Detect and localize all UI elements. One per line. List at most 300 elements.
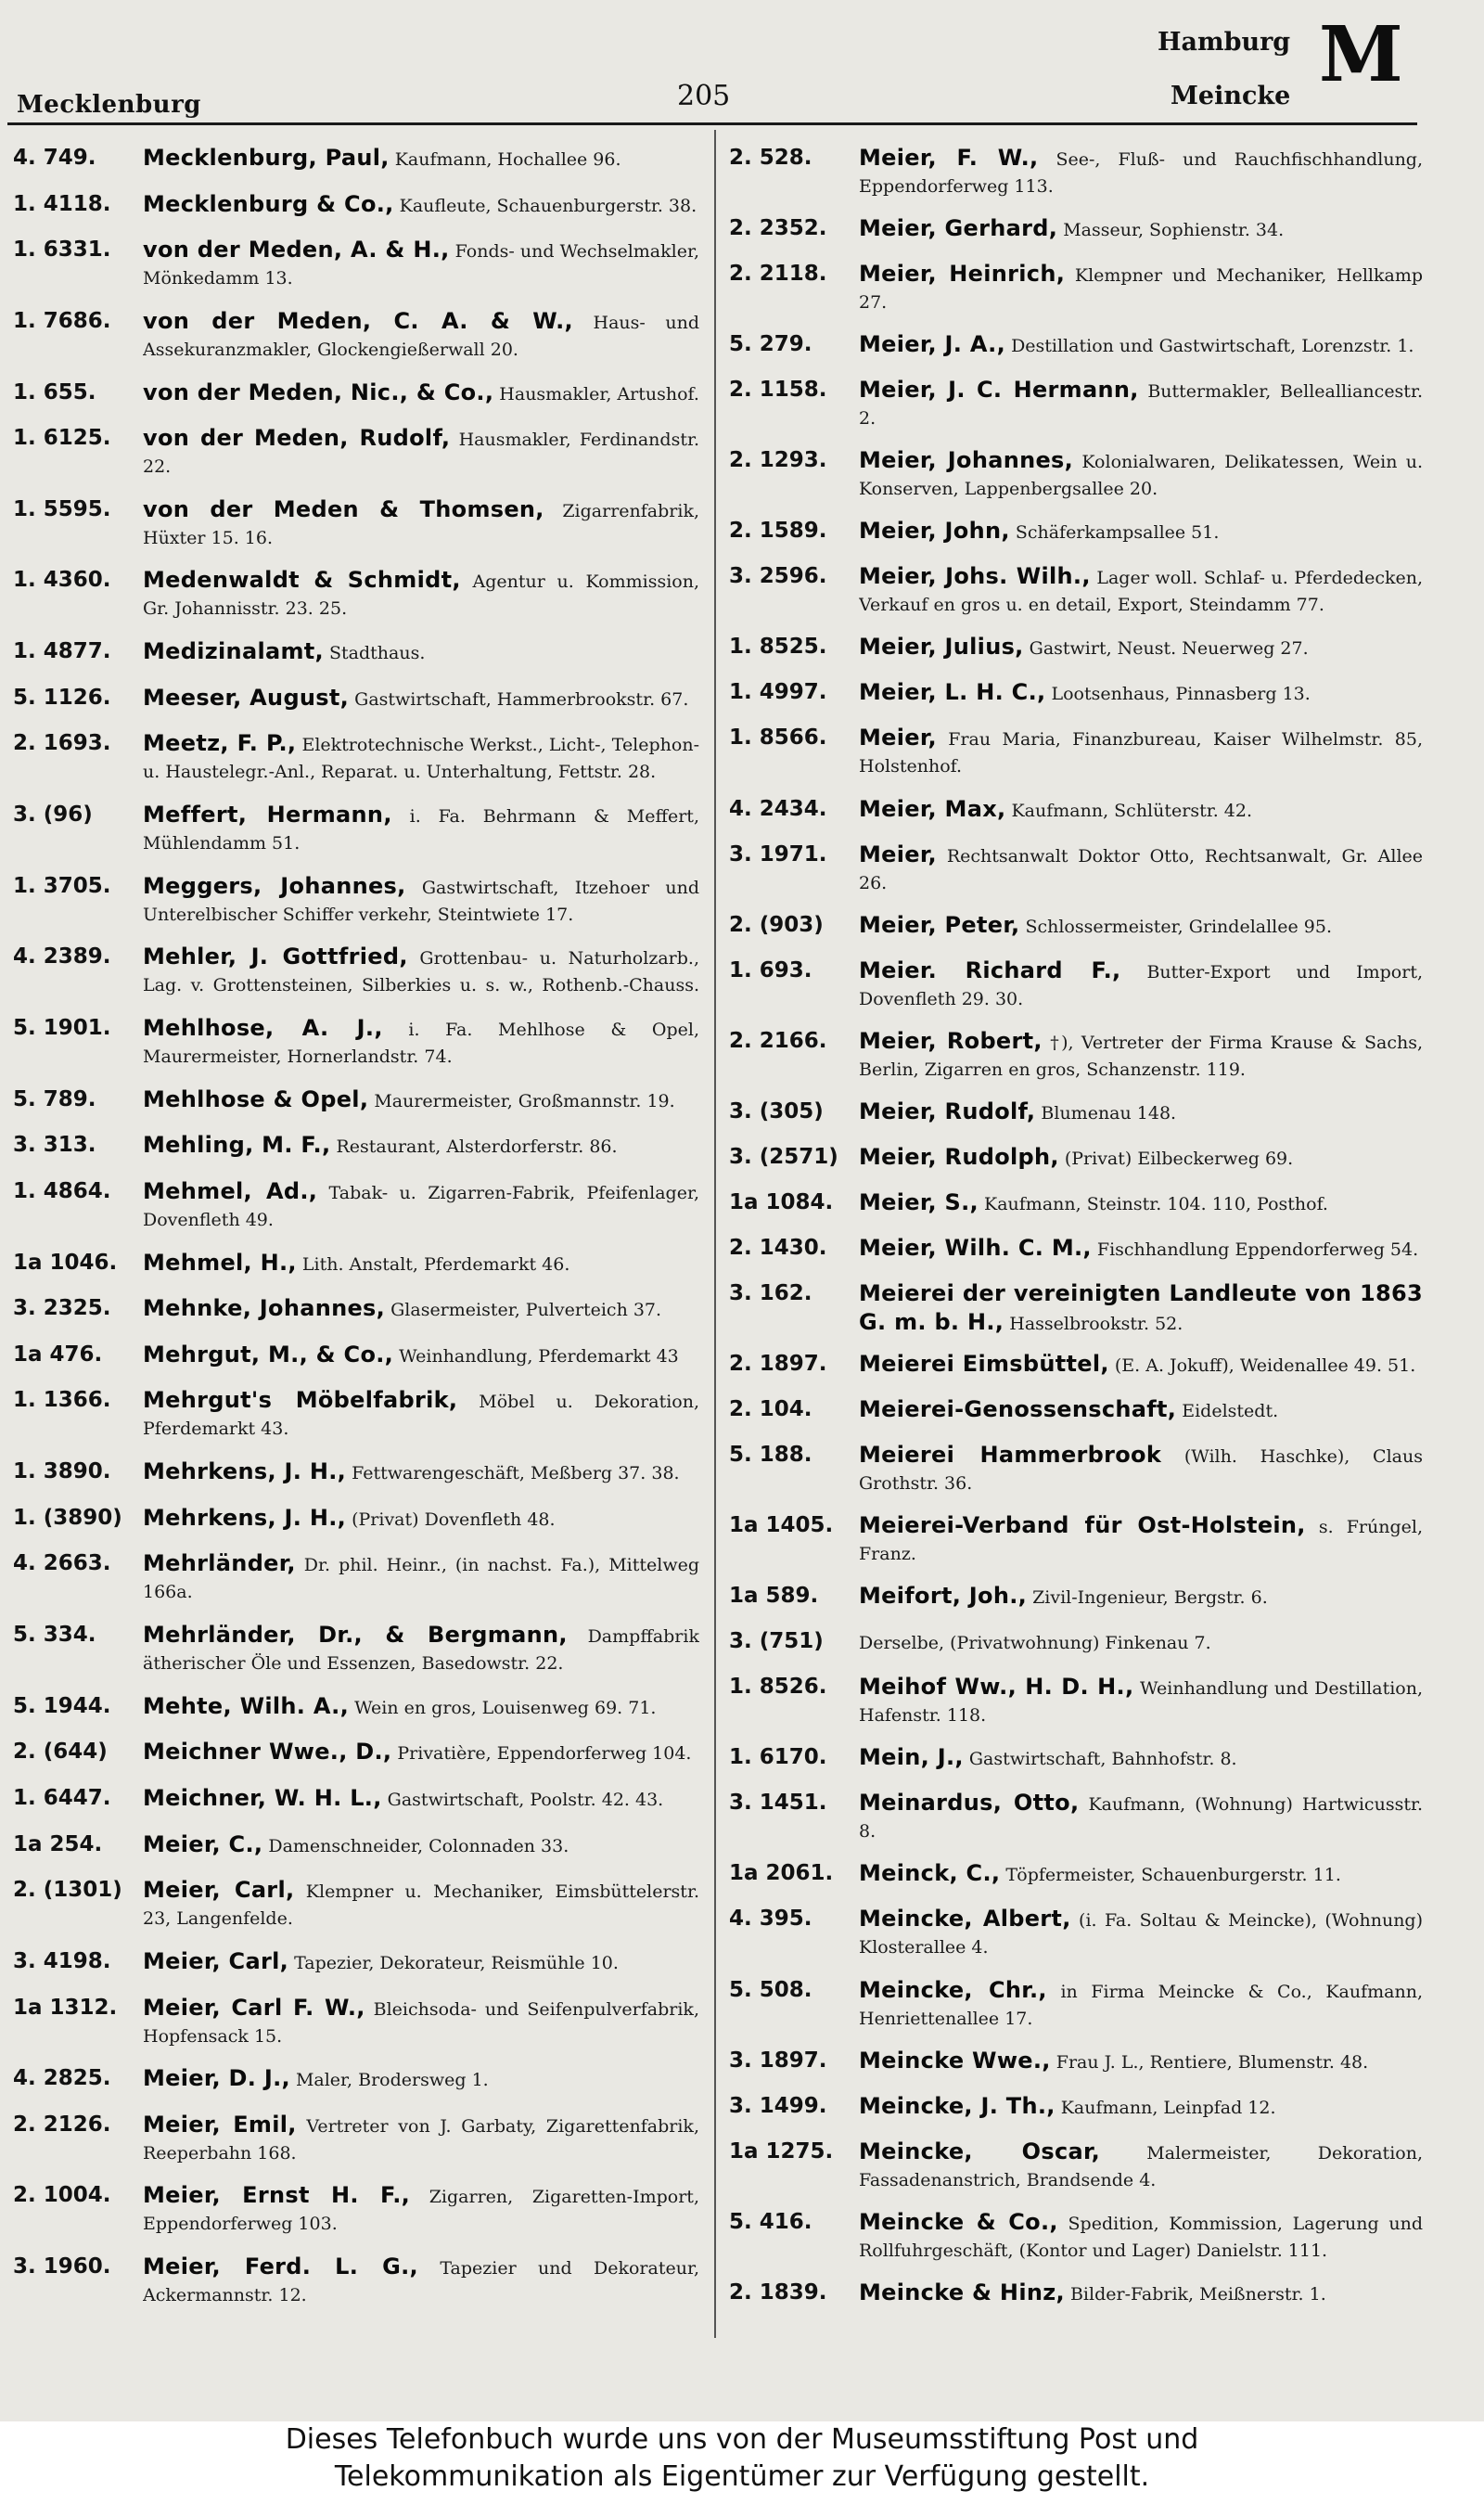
directory-entry [729, 634, 1423, 662]
directory-entry [13, 1458, 699, 1487]
phone-number: 1a 1405. [729, 1513, 834, 1538]
entry-name: Meier, S., [859, 1188, 979, 1215]
directory-entry [13, 237, 699, 290]
phone-number: 3. 2325. [13, 1296, 111, 1321]
entry-name: Meier, Johs. Wilh., [859, 563, 1091, 590]
phone-number: 1. 693. [729, 957, 812, 982]
directory-entry [13, 379, 699, 408]
entry-name: Mehling, M. F., [143, 1132, 331, 1159]
entry-details: (Privat) Dovenfleth 48. [352, 1509, 556, 1530]
footer-note [0, 2421, 1484, 2504]
entry-text [859, 1744, 1423, 1773]
phone-number: 4. 395. [729, 1907, 812, 1932]
entry-text [859, 725, 1423, 778]
entry-name: Mehrgut's Möbelfabrik, [143, 1387, 458, 1414]
entry-details: Fischhandlung Eppendorferweg 54. [1096, 1239, 1419, 1260]
entry-details: Töpfermeister, Schauenburgerstr. 11. [1005, 1865, 1341, 1886]
entry-text [143, 873, 699, 927]
directory-entry [13, 1178, 699, 1232]
entry-name: Meggers, Johannes, [143, 872, 406, 899]
entry-text [143, 2065, 699, 2094]
entry-details: Lith. Anstalt, Pferdemarkt 46. [301, 1253, 570, 1275]
entry-text [859, 1351, 1423, 1380]
entry-name: Meierei-Verband für Ost-Holstein, [859, 1512, 1306, 1539]
directory-entry [729, 912, 1423, 941]
directory-entry [729, 2209, 1423, 2263]
directory-entry [13, 1250, 699, 1278]
entry-text [143, 191, 699, 220]
entry-details: Buttermakler, Bellealliancestr. 2. [859, 381, 1423, 430]
entry-details: Maler, Brodersweg 1. [295, 2070, 489, 2091]
entry-details: (Privat) Eilbeckerweg 69. [1064, 1148, 1294, 1169]
entry-name: Meierei Hammerbrook [859, 1442, 1162, 1469]
phone-number: 4. 2434. [729, 796, 827, 821]
entry-name: Meier, Julius, [859, 634, 1024, 661]
entry-details: Frau J. L., Rentiere, Blumenstr. 48. [1055, 2051, 1369, 2073]
entry-text [859, 1674, 1423, 1727]
entry-text [143, 1550, 699, 1604]
entry-text [859, 679, 1423, 708]
directory-entry [13, 1342, 699, 1370]
directory-entry [13, 638, 699, 667]
directory-entry [13, 1622, 699, 1676]
entry-details: Masseur, Sophienstr. 34. [1063, 220, 1285, 241]
directory-entry [13, 1387, 699, 1441]
running-header-left: Mecklenburg [17, 91, 201, 119]
directory-entry [729, 1906, 1423, 1959]
entry-name: Mehrkens, J. H., [143, 1504, 347, 1531]
entry-name: Meier, Wilh. C. M., [859, 1234, 1092, 1261]
entry-details: Schlossermeister, Grindelallee 95. [1025, 916, 1332, 937]
entry-details: Gastwirt, Neust. Neuerweg 27. [1029, 638, 1309, 660]
entry-details: (Wilh. Haschke), Claus Grothstr. 36. [859, 1446, 1423, 1495]
entry-name: Mehte, Wilh. A., [143, 1692, 350, 1719]
entry-details: Tapezier, Dekorateur, Reismühle 10. [294, 1952, 619, 1973]
phone-number: 1. 655. [13, 379, 96, 404]
entry-name: Meetz, F. P., [143, 730, 297, 757]
entry-name: von der Meden, Rudolf, [143, 425, 451, 452]
entry-text [143, 1458, 699, 1487]
entry-text [859, 1977, 1423, 2031]
entry-text [859, 1280, 1423, 1334]
entry-name: Meier, Carl F. W., [143, 1994, 365, 2021]
entry-name: Mecklenburg & Co., [143, 190, 394, 217]
entry-name: Meierei der vereinigten Landleute von 1863 G. m. b. H., [859, 1279, 1423, 1334]
entry-details: Dampffabrik ätherischer Öle und Essenzen, Basedowstr. 22. [143, 1626, 699, 1675]
entry-details: Stadthaus. [329, 643, 426, 664]
phone-number: 1. 5595. [13, 496, 111, 521]
phone-number: 2. 1897. [729, 1351, 827, 1376]
entry-details: Agentur u. Kommission, Gr. Johannisstr. 23. 25. [143, 571, 699, 620]
directory-entry [13, 1505, 699, 1534]
directory-entry [13, 1877, 699, 1931]
directory-entry [729, 796, 1423, 825]
directory-entry [729, 1189, 1423, 1218]
entry-text [143, 1785, 699, 1814]
entry-text [143, 1505, 699, 1534]
phone-number: 3. (751) [729, 1629, 824, 1654]
entry-details: Hasselbrookstr. 52. [1009, 1313, 1183, 1334]
entry-details: Fettwarengeschäft, Meßberg 37. 38. [352, 1463, 680, 1484]
directory-entry [13, 1550, 699, 1604]
entry-text [859, 518, 1423, 546]
entry-details: Gastwirtschaft, Poolstr. 42. 43. [387, 1789, 664, 1810]
phone-number: 2. 2118. [729, 262, 827, 287]
directory-entry [13, 685, 699, 713]
entry-text [143, 1877, 699, 1931]
phone-number: 3. 4198. [13, 1948, 111, 1973]
phone-number: 5. 508. [729, 1977, 812, 2002]
phone-number: 1. 4864. [13, 1178, 111, 1203]
directory-entry [729, 1512, 1423, 1566]
entry-text [143, 237, 699, 290]
entry-details: Hausmakler, Artushof. [499, 383, 699, 404]
entry-details: Destillation und Gastwirtschaft, Lorenzstr. 1. [1011, 336, 1414, 357]
entry-details: i. Fa. Behrmann & Meffert, Mühlendamm 51. [143, 806, 699, 854]
entry-text [143, 1693, 699, 1722]
phone-number: 5. 188. [729, 1443, 812, 1468]
phone-number: 1. 3705. [13, 873, 111, 898]
phone-number: 2. 2352. [729, 216, 827, 241]
phone-number: 1a 1312. [13, 1995, 118, 2020]
running-header-right: Meincke [1171, 82, 1291, 110]
phone-number: 3. (96) [13, 803, 93, 828]
phone-number: 3. 1499. [729, 2093, 827, 2118]
directory-entry [13, 1995, 699, 2048]
entry-name: Medizinalamt, [143, 638, 324, 665]
entry-name: Meier, [859, 841, 937, 867]
phone-number: 1. 3890. [13, 1459, 111, 1484]
phone-number: 2. 1839. [729, 2279, 827, 2305]
directory-entry [729, 518, 1423, 546]
phone-number: 4. 2825. [13, 2066, 111, 2091]
directory-entry [729, 725, 1423, 778]
entry-name: Meincke, Albert, [859, 1906, 1071, 1933]
entry-text [143, 802, 699, 855]
directory-entry [729, 2093, 1423, 2122]
phone-number: 5. 1944. [13, 1693, 111, 1718]
entry-name: Mehnke, Johannes, [143, 1295, 386, 1322]
section-letter: M [1319, 10, 1403, 99]
directory-entry [13, 944, 699, 997]
directory-entry [13, 145, 699, 173]
phone-number: 2. (903) [729, 912, 824, 937]
entry-text [143, 2112, 699, 2165]
entry-name: Meier, Emil, [143, 2111, 297, 2138]
phone-number: 2. 2166. [729, 1028, 827, 1053]
phone-number: 1a 589. [729, 1584, 819, 1609]
phone-number: 3. 1451. [729, 1791, 827, 1816]
entry-text [143, 1739, 699, 1767]
phone-number: 2. 1430. [729, 1235, 827, 1260]
directory-entry [13, 2065, 699, 2094]
directory-entry [729, 1144, 1423, 1173]
entry-details: Malermeister, Dekoration, Fassadenanstrich, Brandsende 4. [859, 2142, 1423, 2190]
entry-text [143, 1342, 699, 1370]
entry-name: von der Meden, C. A. & W., [143, 307, 573, 334]
entry-name: Meinardus, Otto, [859, 1790, 1080, 1817]
directory-entry [13, 496, 699, 550]
phone-number: 5. 1126. [13, 685, 111, 710]
entry-name: Meier, Heinrich, [859, 261, 1066, 288]
entry-name: Mehrländer, Dr., & Bergmann, [143, 1622, 568, 1649]
directory-entry [729, 1028, 1423, 1082]
entry-text [859, 1396, 1423, 1425]
phone-number: 2. 1004. [13, 2183, 111, 2208]
entry-text [859, 1790, 1423, 1843]
entry-name: Meier, Carl, [143, 1947, 289, 1974]
entry-text [859, 1628, 1423, 1657]
directory-entry [13, 1785, 699, 1814]
phone-number: 1. 8566. [729, 726, 827, 751]
entry-name: von der Meden, Nic., & Co., [143, 379, 494, 405]
phone-number: 4. 749. [13, 146, 96, 170]
entry-text [859, 1189, 1423, 1218]
phone-number: 2. 1693. [13, 731, 111, 756]
entry-details: (i. Fa. Soltau & Meincke), (Wohnung) Klosterallee 4. [859, 1910, 1423, 1958]
entry-text [859, 1028, 1423, 1082]
entry-name: Meier, F. W., [859, 145, 1039, 171]
phone-number: 3. 1897. [729, 2048, 827, 2073]
entry-text [143, 1995, 699, 2048]
entry-text [143, 685, 699, 713]
entry-name: Meincke & Hinz, [859, 2279, 1065, 2305]
entry-details: Schäferkampsallee 51. [1015, 522, 1220, 544]
directory-entry [729, 331, 1423, 360]
entry-text [859, 2138, 1423, 2192]
directory-entry [729, 2048, 1423, 2076]
entry-details: Kaufmann, Hochallee 96. [394, 149, 621, 170]
entry-details: Elektrotechnische Werkst., Licht-, Telephon- u. Haustelegr.-Anl., Reparat. u. Unterhaltung, Fettstr. 28. [143, 735, 699, 783]
directory-entry [729, 1860, 1423, 1889]
entry-text [143, 1015, 699, 1069]
directory-entry [729, 1442, 1423, 1496]
header-rule [7, 122, 1417, 125]
directory-entry [13, 567, 699, 621]
entry-text [143, 638, 699, 667]
entry-text [143, 308, 699, 362]
entry-text [859, 377, 1423, 430]
directory-entry [729, 1744, 1423, 1773]
entry-name: Mehmel, H., [143, 1249, 297, 1276]
phone-number: 2. 104. [729, 1397, 812, 1422]
phone-number: 1. (3890) [13, 1505, 122, 1530]
entry-name: Meier, John, [859, 518, 1010, 545]
entry-details: Restaurant, Alsterdorferstr. 86. [336, 1136, 618, 1158]
phone-number: 2. 1589. [729, 519, 827, 544]
entry-text [859, 957, 1423, 1011]
entry-text [143, 1086, 699, 1115]
directory-entry [13, 2254, 699, 2307]
entry-name: Meincke, Oscar, [859, 2138, 1101, 2164]
directory-entry [729, 1790, 1423, 1843]
phone-number: 2. (1301) [13, 1878, 122, 1903]
entry-text [859, 563, 1423, 617]
phone-number: 1. 6170. [729, 1745, 827, 1770]
phone-number: 2. 1158. [729, 378, 827, 403]
entry-name: Mehrgut, M., & Co., [143, 1341, 394, 1368]
directory-entry [13, 191, 699, 220]
phone-number: 4. 2663. [13, 1551, 111, 1576]
entry-name: Meier, Gerhard, [859, 215, 1058, 242]
entry-details: Klempner und Mechaniker, Hellkamp 27. [859, 265, 1423, 314]
entry-name: Meier, J. C. Hermann, [859, 377, 1139, 404]
entry-name: von der Meden, A. & H., [143, 237, 450, 263]
entry-text [143, 730, 699, 784]
entry-name: Meierei Eimsbüttel, [859, 1350, 1109, 1377]
entry-text [859, 2279, 1423, 2308]
entry-details: Hausmakler, Ferdinandstr. 22. [143, 430, 699, 478]
entry-details: Glasermeister, Pulverteich 37. [390, 1300, 662, 1321]
phone-number: 3. 1960. [13, 2254, 111, 2279]
entry-name: von der Meden & Thomsen, [143, 495, 544, 522]
entry-details: Zigarrenfabrik, Hüxter 15. 16. [143, 500, 699, 548]
phone-number: 3. 2596. [729, 564, 827, 589]
entry-text [859, 447, 1423, 501]
entry-name: Meier, C., [143, 1830, 263, 1857]
phone-number: 1a 254. [13, 1831, 103, 1856]
entry-text [859, 796, 1423, 825]
entry-details: Kaufmann, Steinstr. 104. 110, Posthof. [984, 1193, 1328, 1214]
entry-text [859, 1583, 1423, 1612]
entry-name: Meier. Richard F., [859, 957, 1121, 983]
entry-details: Bilder-Fabrik, Meißnerstr. 1. [1069, 2283, 1326, 2305]
entry-name: Mehmel, Ad., [143, 1177, 318, 1204]
entry-name: Meier, Ferd. L. G., [143, 2254, 418, 2280]
phone-number: 1. 6125. [13, 426, 111, 451]
entry-name: Medenwaldt & Schmidt, [143, 567, 461, 594]
entry-name: Meier, Max, [859, 795, 1006, 822]
entry-details: Vertreter von J. Garbaty, Zigarettenfabrik, Reeperbahn 168. [143, 2115, 699, 2164]
entry-text [143, 379, 699, 408]
entry-details: Dr. phil. Heinr., (in nachst. Fa.), Mittelweg 166a. [143, 1555, 699, 1603]
directory-entry [13, 802, 699, 855]
entry-name: Meffert, Hermann, [143, 802, 392, 828]
entry-details: Lootsenhaus, Pinnasberg 13. [1051, 684, 1311, 705]
entry-name: Meierei-Genossenschaft, [859, 1396, 1177, 1423]
entry-name: Meinck, C., [859, 1860, 1001, 1887]
entry-name: Meincke & Co., [859, 2208, 1058, 2235]
entry-name: Meincke, J. Th., [859, 2092, 1055, 2119]
directory-entry [729, 1235, 1423, 1264]
phone-number: 2. (644) [13, 1740, 108, 1765]
entry-text [859, 331, 1423, 360]
directory-entry [13, 730, 699, 784]
entry-details: Derselbe, (Privatwohnung) Finkenau 7. [859, 1633, 1211, 1654]
phone-number: 1. 7686. [13, 308, 111, 333]
column-divider [714, 130, 716, 2338]
entry-details: Gastwirtschaft, Itzehoer und Unterelbischer Schiffer verkehr, Steintwiete 17. [143, 877, 699, 925]
entry-name: Mehrländer, [143, 1550, 296, 1577]
directory-entry [13, 1693, 699, 1722]
entry-text [859, 2048, 1423, 2076]
entry-text [859, 1860, 1423, 1889]
entry-text [143, 1622, 699, 1676]
entry-text [859, 1512, 1423, 1566]
directory-entry [729, 145, 1423, 199]
entry-name: Meier, Peter, [859, 911, 1020, 938]
entry-name: Meincke, Chr., [859, 1976, 1047, 2003]
phone-number: 4. 2389. [13, 944, 111, 969]
entry-name: Meichner Wwe., D., [143, 1739, 392, 1766]
phone-number: 1. 6331. [13, 238, 111, 263]
entry-name: Meincke Wwe., [859, 2047, 1051, 2074]
phone-number: 1a 2061. [729, 1861, 834, 1886]
entry-details: Gastwirtschaft, Hammerbrookstr. 67. [354, 688, 689, 710]
entry-details: i. Fa. Mehlhose & Opel, Maurermeister, Hornerlandstr. 74. [143, 1019, 699, 1067]
directory-entry [729, 1280, 1423, 1334]
directory-entry [729, 1098, 1423, 1127]
entry-text [859, 841, 1423, 895]
entry-name: Meier, Johannes, [859, 447, 1074, 474]
entry-name: Mehrkens, J. H., [143, 1458, 347, 1485]
entry-name: Meeser, August, [143, 684, 350, 711]
phone-number: 5. 1901. [13, 1015, 111, 1040]
entry-details: Damenschneider, Colonnaden 33. [268, 1835, 569, 1856]
phone-number: 3. (305) [729, 1098, 824, 1124]
entry-details: Möbel u. Dekoration, Pferdemarkt 43. [143, 1392, 699, 1440]
entry-details: Blumenau 148. [1041, 1102, 1177, 1124]
phone-number: 1. 8526. [729, 1675, 827, 1700]
entry-details: Kaufmann, Leinpfad 12. [1060, 2097, 1276, 2118]
phone-number: 5. 279. [729, 332, 812, 357]
directory-entry [13, 1086, 699, 1115]
phone-number: 1a 476. [13, 1342, 103, 1367]
entry-details: Spedition, Kommission, Lagerung und Rollfuhrgeschäft, (Kontor und Lager) Danielstr. 111. [859, 2213, 1423, 2261]
entry-name: Meier, Rudolf, [859, 1098, 1036, 1124]
directory-entry [729, 1674, 1423, 1727]
entry-name: Meier, L. H. C., [859, 679, 1046, 706]
entry-name: Meier, D. J., [143, 2065, 290, 2092]
entry-name: Mehlhose, A. J., [143, 1014, 383, 1041]
directory-entry [729, 1351, 1423, 1380]
entry-details: Eidelstedt. [1182, 1401, 1279, 1422]
entry-text [143, 425, 699, 479]
phone-number: 1a 1275. [729, 2138, 834, 2164]
directory-entry [13, 1739, 699, 1767]
entry-text [143, 1295, 699, 1324]
entry-details: Tapezier und Dekorateur, Ackermannstr. 12. [143, 2258, 699, 2306]
directory-entry [729, 841, 1423, 895]
directory-entry [729, 377, 1423, 430]
entry-text [143, 1831, 699, 1860]
entry-details: Zivil-Ingenieur, Bergstr. 6. [1032, 1587, 1268, 1609]
phone-number: 1. 4877. [13, 639, 111, 664]
entry-name: Mehler, J. Gottfried, [143, 944, 408, 970]
entry-name: Meihof Ww., H. D. H., [859, 1674, 1134, 1701]
directory-entry [729, 261, 1423, 315]
entry-details: in Firma Meincke & Co., Kaufmann, Henriettenallee 17. [859, 1981, 1423, 2029]
entry-details: Grottenbau- u. Naturholzarb., Lag. v. Grottensteinen, Silberkies u. s. w., Rothenb.-Chauss. [143, 948, 699, 996]
entry-text [859, 145, 1423, 199]
entry-text [143, 1387, 699, 1441]
phone-number: 3. 162. [729, 1280, 812, 1305]
entry-text [859, 1098, 1423, 1127]
directory-entry [13, 1948, 699, 1977]
phone-number: 1a 1046. [13, 1250, 118, 1275]
directory-entry [13, 1831, 699, 1860]
entry-details: Kaufmann, Schlüterstr. 42. [1011, 800, 1253, 821]
directory-entry [729, 957, 1423, 1011]
directory-entry [13, 425, 699, 479]
directory-entry [13, 2182, 699, 2236]
entry-name: Meier, Rudolph, [859, 1143, 1059, 1170]
phone-number: 3. 313. [13, 1133, 96, 1158]
right-column [729, 145, 1423, 2325]
directory-entry [729, 679, 1423, 708]
entry-details: Kaufmann, (Wohnung) Hartwicusstr. 8. [859, 1794, 1423, 1843]
entry-text [859, 1235, 1423, 1264]
